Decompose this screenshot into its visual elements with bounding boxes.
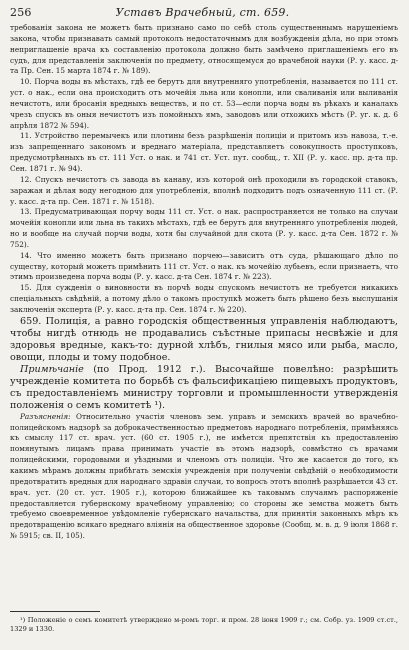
article-number: 659. [20,315,42,327]
paragraph: 15. Для сужденія о виновности въ порчѣ воды спускомъ нечистотъ не требуется никакихъ спеціальныхъ свѣдѣній, а потому дѣло о такомъ проступкѣ можетъ быть рѣшено безъ выслушанія заключенія эксперта (Р. у. касс. д-та пр. Сен. 1874 г. № 220). [10,283,398,314]
article-659 [10,316,398,364]
article-text: Полиція, а равно городскія общественныя управленія наблюдаютъ, чтобы нигдѣ отнюдь не продавались съѣстные припасы несвѣжіе и для здоровья вредные, какъ-то: дурной хлѣбъ, гнилыя мясо или рыба, масло, овощи, плоды и тому подобное. [10,315,398,363]
paragraph: 12. Спускъ нечистотъ съ завода въ канаву, изъ которой онѣ проходили въ городской ставокъ, заражая и дѣлая воду негодною для употребленія, вполнѣ подходитъ подъ означенную 111 ст. (Р. у. касс. д-та пр. Сен. 1871 г. № 1518). [10,174,398,206]
running-title: Уставъ Врачебный, ст. 659. [115,6,290,19]
explanation-label: Разъясненія: [20,411,71,421]
page-body [10,23,398,542]
explanation [10,412,398,542]
page-header [10,6,395,22]
paragraph: 14. Что именно можетъ быть признано порчею—зависитъ отъ суда, рѣшающаго дѣло по существу, который можетъ примѣнить 111 ст. Уст. о нак. къ мочейію лубьевъ, если признаетъ, что этимъ произведена порча воды (Р. у. касс. д-та Сен. 1874 г. № 223). [10,250,398,282]
note-text: (по Прод. 1912 г.). Высочайше повелѣно: разрѣшить учрежденіе комитета по борьбѣ съ фальсификаціею пищевыхъ продуктовъ, съ предоставленіемъ министру торговли и промышленности утвержденія положенія о семъ комитетѣ ¹). [10,363,398,411]
paragraph: 11. Устройство перемычекъ или плотины безъ разрѣшенія полиціи и притомъ изъ навоза, т.-е. изъ запрещеннаго закономъ и вреднаго матеріала, представляетъ совокупность проступковъ, предусмотрѣнныхъ въ ст. 111 Уст. о нак. и 741 ст. Уст. пут. сообщ., т. XII (Р. у. касс. пр. д-та пр. Сен. 1871 г. № 94). [10,131,398,173]
page-number: 256 [10,6,32,19]
footnote [10,616,398,635]
paragraph: 10. Порча воды въ мѣстахъ, гдѣ ее берутъ для внутренняго употребленія, называется по 111 ст. уст. о нак., если она происходитъ отъ мочейія льна или конопли, или сваливанія или выливанія нечистотъ, или бросанія вредныхъ веществъ, и по ст. 53—если порча воды въ рѣкахъ и каналахъ чрезъ спускъ въ оныя нечистотъ изъ помойныхъ ямъ, заводовъ или отхожихъ мѣстъ (Р. уг. к. д. 6 апрѣля 1872 № 594). [10,77,398,130]
footnote-text: ¹) Положеніе о семъ комитетѣ утверждено м-ромъ торг. и пром. 28 іюня 1909 г.; см. Собр. уз. 1909 ст.ст., 1329 и 1330. [10,616,398,634]
paragraph: требованія закона не можетъ быть признано само по себѣ столь существеннымъ нарушеніемъ закона, чтобы признавать самый протоколъ недостаточнымъ для возбужденія дѣла, но при этомъ неприглашеніе врача къ составленію протокола должно быть замѣчено приглашеніемъ его въ судъ, для представленія заключенія по предмету, относящемуся до врачебной науки (Р. у. касс. д-та Пр. Сен. 15 марта 1874 г. № 189). [10,23,398,76]
explanation-text: Относительно участія членовъ зем. управъ и земскихъ врачей во врачебно-полицейскомъ надзорѣ за доброкачественностью предметовъ народнаго потребленія, примѣняясь къ смыслу 117 ст. врач. уст. (60 ст. 1905 г.), не имѣется препятствія къ предоставленію помянутымъ лицамъ права принимать участіе въ этомъ надзорѣ, совмѣстно съ врачами полицейскими, городовыми и уѣздными и членомъ отъ полиціи. Что же касается до того, къ какимъ мѣрамъ должны прибѣгать земскія учрежденія при полученіи свѣдѣній о необходимости предотвратить вредныя для народнаго здравія случаи, то вопросъ этотъ вполнѣ разрѣшается 43 ст. врач. уст. (20 ст. уст. 1905 г.), которою ближайшее къ таковымъ случаямъ распоряженіе предоставляется губернскому врачебному управленію; со стороны же земства можетъ быть требуемо своевременное увѣдомленіе губернскаго начальства, для принятія законныхъ мѣръ къ предотвращенію всякаго вреднаго вліянія на общественное здоровье (Сообщ. м. в. д. 9 іюля 1868 г. № 5915; св. II, 105). [10,411,398,541]
paragraph: 13. Предусматривающая порчу воды 111 ст. Уст. о нак. распространяется не только на случаи мочейія конопли или льна въ такихъ мѣстахъ, гдѣ ее берутъ для внутренняго употребленія людей, но и вообще на случай порчи воды, хотя бы случайной для скота (Р. у. касс. д-та Сен. 1872 г. № 752). [10,207,398,249]
note-label: Примѣчаніе [20,363,84,375]
footnote-divider [10,611,100,612]
article-note [10,364,398,412]
